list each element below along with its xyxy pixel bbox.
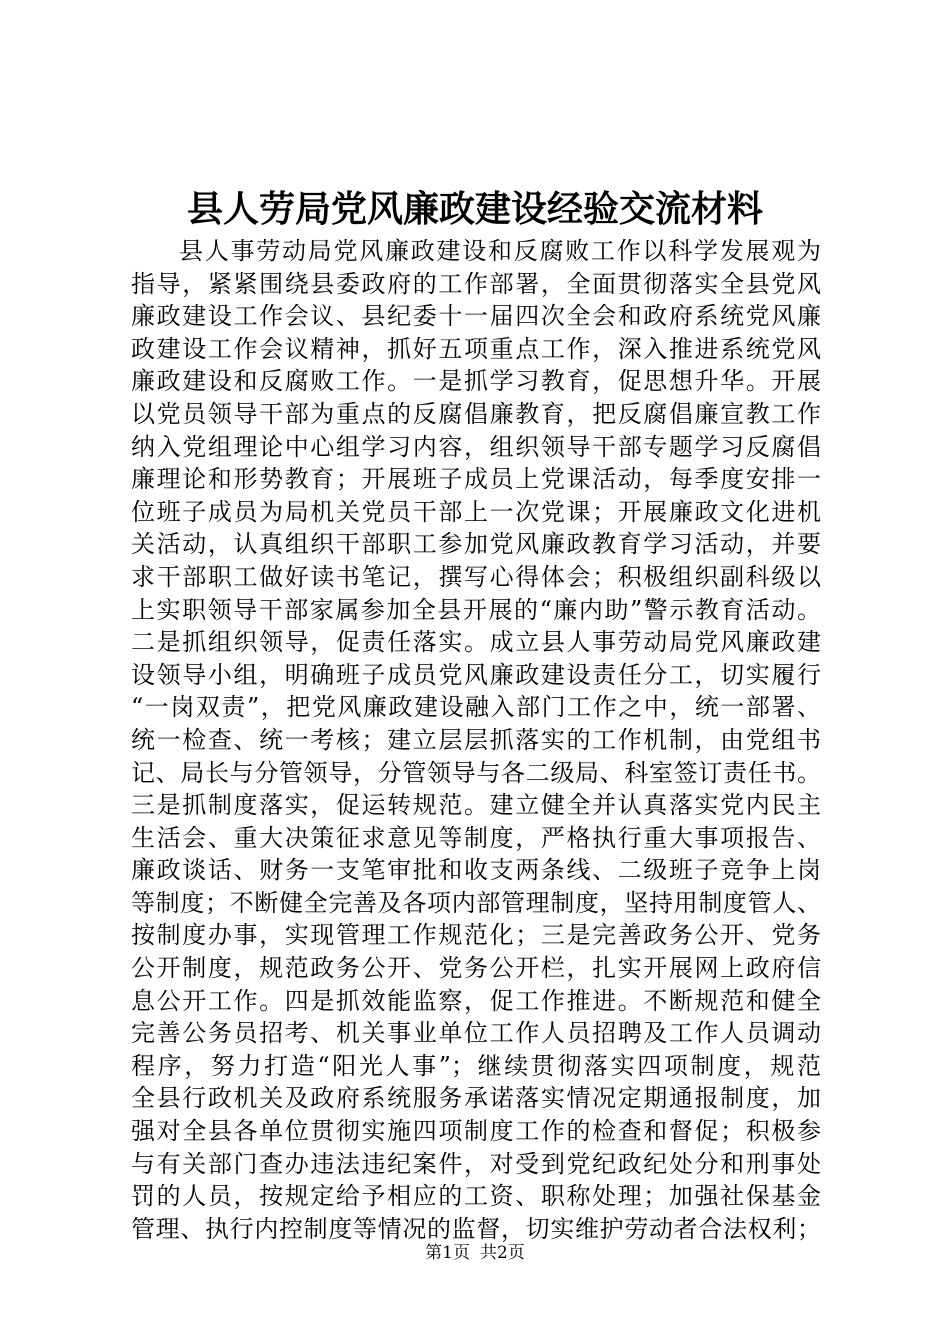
paragraph-line: 全县行政机关及政府系统服务承诺落实情况定期通报制度，加 <box>131 1084 821 1113</box>
paragraph-line: 政建设工作会议精神，抓好五项重点工作，深入推进系统党风 <box>131 334 821 363</box>
paragraph-line: 罚的人员，按规定给予相应的工资、职称处理；加强社保基金 <box>131 1182 821 1211</box>
paragraph-line: 指导，紧紧围绕县委政府的工作部署，全面贯彻落实全县党风 <box>131 269 821 298</box>
paragraph-line: 管理、执行内控制度等情况的监督，切实维护劳动者合法权利； <box>131 1214 821 1243</box>
paragraph-line: 公开制度，规范政务公开、党务公开栏，扎实开展网上政府信 <box>131 954 821 983</box>
paragraph-line: 关活动，认真组织干部职工参加党风廉政教育学习活动，并要 <box>131 530 821 559</box>
paragraph-line: 按制度办事，实现管理工作规范化；三是完善政务公开、党务 <box>131 921 821 950</box>
page-footer <box>0 1242 950 1264</box>
paragraph-line: 完善公务员招考、机关事业单位工作人员招聘及工作人员调动 <box>131 1019 821 1048</box>
paragraph-line: 廉政谈话、财务一支笔审批和收支两条线、二级班子竞争上岗 <box>131 856 821 885</box>
paragraph-line: 廉理论和形势教育；开展班子成员上党课活动，每季度安排一 <box>131 465 821 494</box>
paragraph-line: 记、局长与分管领导，分管领导与各二级局、科室签订责任书。 <box>131 758 821 787</box>
paragraph-line: 与有关部门查办违法违纪案件，对受到党纪政纪处分和刑事处 <box>131 1149 821 1178</box>
page-number-total: 共2页 <box>480 1243 525 1263</box>
paragraph-line: 以党员领导干部为重点的反腐倡廉教育，把反腐倡廉宣教工作 <box>131 399 821 428</box>
paragraph-line: 上实职领导干部家属参加全县开展的“廉内助”警示教育活动。 <box>131 595 821 624</box>
paragraph-line: 纳入党组理论中心组学习内容，组织领导干部专题学习反腐倡 <box>131 432 821 461</box>
paragraph-line: 生活会、重大决策征求意见等制度，严格执行重大事项报告、 <box>131 823 821 852</box>
paragraph-line: 位班子成员为局机关党员干部上一次党课；开展廉政文化进机 <box>131 497 821 526</box>
paragraph-line: 县人事劳动局党风廉政建设和反腐败工作以科学发展观为 <box>179 237 821 265</box>
paragraph-line: 等制度；不断健全完善及各项内部管理制度，坚持用制度管人、 <box>131 888 821 917</box>
paragraph-line: 廉政建设和反腐败工作。一是抓学习教育，促思想升华。开展 <box>131 367 821 396</box>
paragraph-line: 求干部职工做好读书笔记，撰写心得体会；积极组织副科级以 <box>131 562 821 591</box>
paragraph-line: 程序，努力打造“阳光人事”；继续贯彻落实四项制度，规范 <box>131 1051 821 1080</box>
paragraph-line: 强对全县各单位贯彻实施四项制度工作的检查和督促；积极参 <box>131 1117 821 1146</box>
paragraph-line: 统一检查、统一考核；建立层层抓落实的工作机制，由党组书 <box>131 725 821 754</box>
document-title: 县人劳局党风廉政建设经验交流材料 <box>186 188 763 230</box>
paragraph-line: 二是抓组织领导，促责任落实。成立县人事劳动局党风廉政建 <box>131 628 821 657</box>
paragraph-line: 廉政建设工作会议、县纪委十一届四次全会和政府系统党风廉 <box>131 302 821 331</box>
page-number-current: 第1页 <box>425 1243 470 1263</box>
document-body <box>131 235 821 1245</box>
paragraph-line: “一岗双责”，把党风廉政建设融入部门工作之中，统一部署、 <box>131 693 821 722</box>
paragraph-line: 设领导小组，明确班子成员党风廉政建设责任分工，切实履行 <box>131 660 821 689</box>
paragraph-line: 息公开工作。四是抓效能监察，促工作推进。不断规范和健全 <box>131 986 821 1015</box>
paragraph-line: 三是抓制度落实，促运转规范。建立健全并认真落实党内民主 <box>131 791 821 820</box>
